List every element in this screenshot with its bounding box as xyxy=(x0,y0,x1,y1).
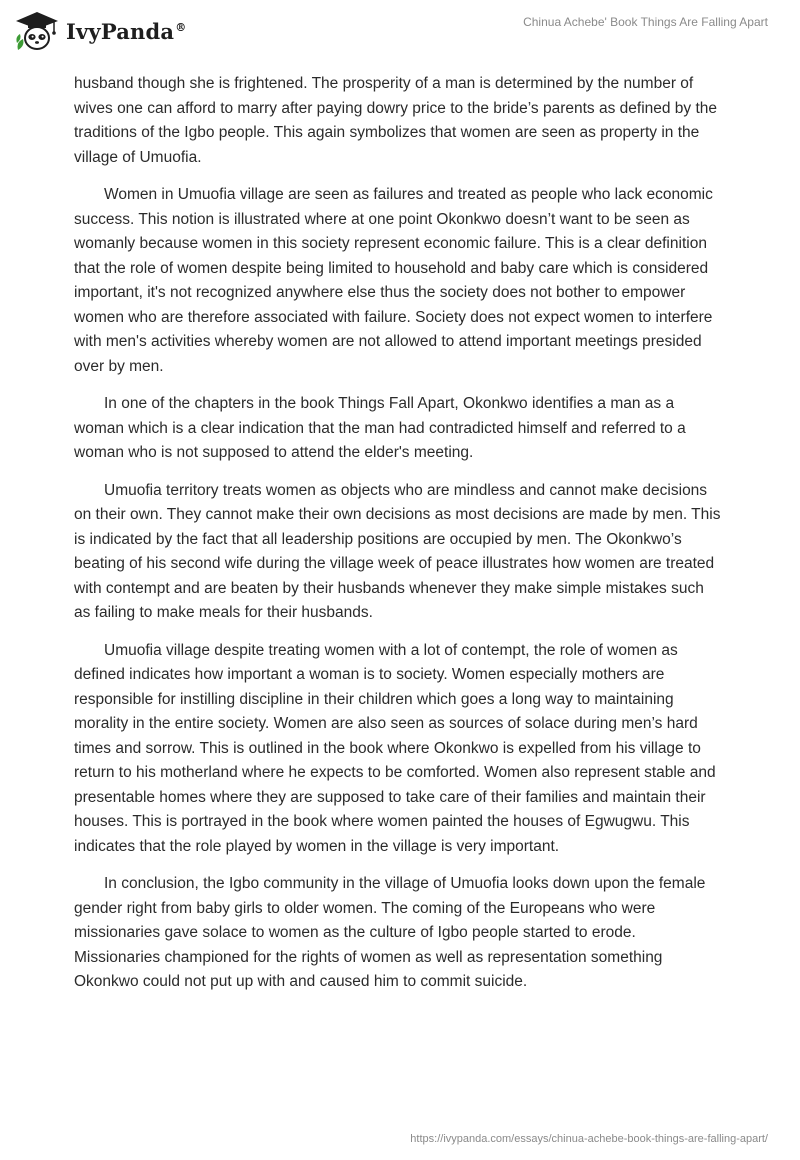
brand-name xyxy=(66,19,186,44)
essay-paragraph: Umuofia territory treats women as objects who are mindless and cannot make decisions on their own. They cannot make their own decisions as most decisions are made by men. This is indicated by the fact that all leadership positions are occupied by men. The Okonkwo’s beating of his second wife during the village week of peace illustrates how women are treated with contempt and are beaten by their husbands whenever they make simple mistakes such as failing to make meals for their husbands. xyxy=(74,481,721,621)
ivypanda-logo[interactable] xyxy=(14,10,186,52)
essay-paragraph: In one of the chapters in the book Things Fall Apart, Okonkwo identifies a man as a woman which is a clear indication that the man had contradicted himself and referred to a woman who is not supposed to attend the elder's meeting. xyxy=(74,395,686,461)
document-title: Chinua Achebe' Book Things Are Falling Apart xyxy=(523,15,768,29)
essay-paragraph: Women in Umuofia village are seen as failures and treated as people who lack economic success. This notion is illustrated where at one point Okonkwo doesn’t want to be seen as womanly because women in this society represent economic failure. This is a clear definition that the role of women despite being limited to household and baby care which is considered important, it's not recognized anywhere else thus the society does not bother to empower women who are therefore associated with failure. Society does not expect women to interfere with men's activities whereby women are not allowed to attend important meetings presided over by men. xyxy=(74,186,713,375)
essay-body xyxy=(74,72,724,1008)
brand-label: IvyPanda xyxy=(66,18,175,44)
essay-paragraph: husband though she is frightened. The prosperity of a man is determined by the number of wives one can afford to marry after paying dowry price to the bride’s parents as defined by the traditions of the Igbo people. This again symbolizes that women are seen as property in the village of Umuofia. xyxy=(74,75,718,166)
panda-graduate-icon xyxy=(14,10,60,52)
source-url[interactable]: https://ivypanda.com/essays/chinua-achebe-book-things-are-falling-apart/ xyxy=(410,1133,768,1145)
registered-mark: ® xyxy=(175,20,187,34)
essay-paragraph: In conclusion, the Igbo community in the village of Umuofia looks down upon the female gender right from baby girls to older women. The coming of the Europeans who were missionaries gave solace to women as the culture of Igbo people started to erode. Missionaries championed for the rights of women as well as representation something Okonkwo could not put up with and caused him to commit suicide. xyxy=(74,875,706,990)
essay-paragraph: Umuofia village despite treating women with a lot of contempt, the role of women as defined indicates how important a woman is to society. Women especially mothers are responsible for instilling discipline in their children which goes a long way to maintaining morality in the entire society. Women are also seen as sources of solace during men’s hard times and sorrow. This is outlined in the book where Okonkwo is expelled from his village to return to his motherland where he expects to be comforted. Women also represent stable and presentable homes where they are supposed to take care of their families and maintain their houses. This is portrayed in the book where women painted the houses of Egwugwu. This indicates that the role played by women in the village is very important. xyxy=(74,641,716,855)
page-header xyxy=(0,0,800,62)
